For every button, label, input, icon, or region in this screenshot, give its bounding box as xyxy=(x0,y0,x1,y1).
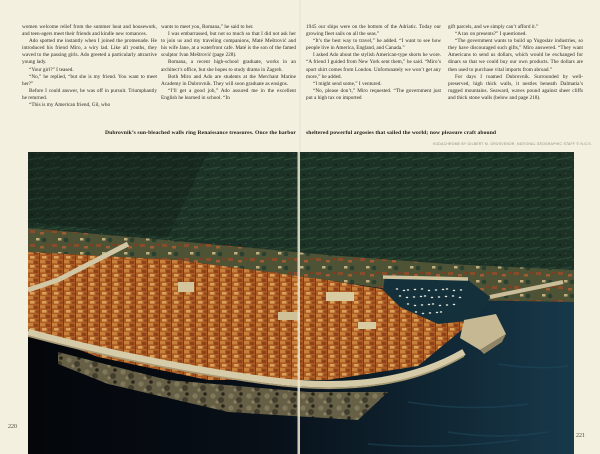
article-column-1 xyxy=(22,24,157,127)
article-paragraph: “I might send some,” I ventured. xyxy=(313,80,382,87)
article-paragraph: “Your girl?” I teased. xyxy=(29,66,74,73)
civic-building xyxy=(278,312,300,320)
article-paragraph: Romana, a recent high-school graduate, works in an architect’s office, but she hopes to study drama in Zagreb. xyxy=(161,59,296,73)
article-paragraph: wants to meet you, Romana,” he said to her. xyxy=(161,24,254,30)
photo-caption-right: sheltered powerful argosies that sailed the world; now pleasure craft abound xyxy=(306,130,497,136)
article-paragraph: Both Miro and Ado are students at the Merchant Marine Academy in Dubrovnik. They will soon graduate as ensigns. xyxy=(161,73,296,87)
article-paragraph: “I’ll get a good job,” Ado assured me in the excellent English he learned in school. “In xyxy=(161,87,296,101)
article-paragraph: For days I roamed Dubrovnik. Surrounded by well-preserved, high thick walls, it nestles beneath Dalmatia’s rugged mountains. Seaward, waves pound against sheer cliffs and thick stone walls (below and page 218). xyxy=(448,73,583,101)
article-paragraph: “No,” he replied, “but she is my friend. You want to meet her?” xyxy=(22,73,157,87)
civic-building xyxy=(326,292,354,301)
article-paragraph: 1945 our ships were on the bottom of the Adriatic. Today our growing fleet sails on all the seas.” xyxy=(306,24,441,38)
article-paragraph: “No, please don’t,” Miro requested. “The government just put a high tax on imported xyxy=(306,87,441,101)
article-column-2 xyxy=(161,24,296,127)
photo-gutter-seam xyxy=(298,152,301,454)
article-paragraph: I was embarrassed, but not so much so that I did not ask her to join us and my traveling companions, Maté Meštrović and his wife Jane, at a waterfront cafe. Maté is the son of the famed sculptor Ivan Meštrović (page 228). xyxy=(161,31,296,59)
photo-credit-line: KODACHROME BY GILBERT M. GROSVENOR, NATIONAL GEOGRAPHIC STAFF © N.G.S. xyxy=(433,141,592,146)
dubrovnik-photo-art xyxy=(28,152,574,454)
article-paragraph: “A tax on presents?” I questioned. xyxy=(455,31,527,38)
civic-building xyxy=(358,322,376,329)
article-paragraph: women welcome relief from the summer heat and housework, and teen-agers meet their friends and kindle new romances. xyxy=(22,24,157,38)
article-paragraph: Before I could answer, he was off in pursuit. Triumphantly he returned. xyxy=(22,87,157,101)
article-paragraph: “The government wants to build up Yugoslav industries, so they have discouraged such gifts,” Miro answered. “They want Americans to send us dollars, which would be exchanged for dinars so that we could buy our own products. The dollars are then used to purchase vital imports from abroad.” xyxy=(448,38,583,73)
article-column-3 xyxy=(306,24,441,127)
page-number-left: 220 xyxy=(8,424,17,430)
page-number-right: 221 xyxy=(576,433,585,439)
dubrovnik-aerial-photo xyxy=(28,152,574,454)
harbor-quay xyxy=(383,277,468,279)
article-paragraph: gift parcels, and we simply can’t afford it.” xyxy=(448,24,539,30)
photo-caption-left: Dubrovnik’s sun-bleached walls ring Renaissance treasures. Once the harbor xyxy=(104,130,296,136)
page-gutter xyxy=(299,0,301,152)
article-column-4 xyxy=(448,24,583,127)
article-paragraph: “This is my American friend, Gil, who xyxy=(29,102,111,109)
article-paragraph: Ado spotted me instantly when I joined the promenade. He introduced his friend Miro, a wiry lad. Like all youths, they waved to the passing girls. Ado greeted a particularly attractive young lady. xyxy=(22,38,157,66)
article-paragraph: I asked Ado about the stylish American-type shorts he wore. “A friend I guided from New York sent them,” he said. “Miro’s sport shirt comes from London. Unfortunately we won’t get any more,” he added. xyxy=(306,52,441,80)
article-paragraph: “It’s the best way to travel,” he added. “I want to see how people live in America, England, and Canada.” xyxy=(306,38,441,52)
church-building xyxy=(178,282,194,292)
